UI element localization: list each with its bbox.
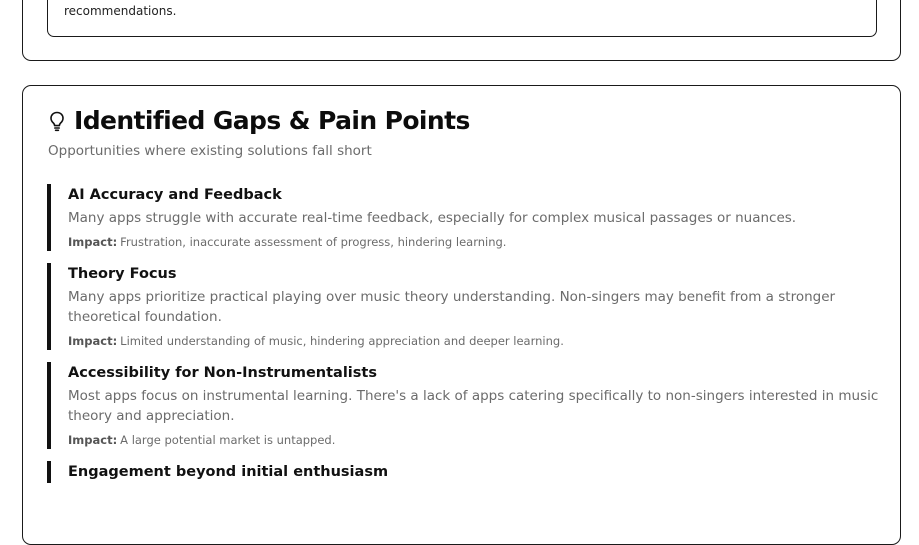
impact-text: A large potential market is untapped. xyxy=(120,433,336,447)
previous-section-inner-box xyxy=(47,0,877,37)
gap-item xyxy=(47,461,879,483)
lightbulb-icon xyxy=(48,110,66,132)
section-title: Identified Gaps & Pain Points xyxy=(74,106,470,135)
gap-title: Theory Focus xyxy=(68,266,177,282)
gap-list xyxy=(47,184,879,495)
gaps-section-card xyxy=(22,85,901,545)
impact-label: Impact: xyxy=(68,433,118,447)
gap-description: Many apps struggle with accurate real-time feedback, especially for complex musical passages or nuances. xyxy=(68,210,797,226)
gaps-section-header xyxy=(48,106,470,135)
impact-label: Impact: xyxy=(68,235,118,249)
gap-impact xyxy=(68,234,879,251)
previous-section-card xyxy=(22,0,901,61)
gap-impact xyxy=(68,432,879,449)
gap-title: Accessibility for Non-Instrumentalists xyxy=(68,365,377,381)
gap-title: Engagement beyond initial enthusiasm xyxy=(68,464,389,480)
gap-impact xyxy=(68,333,879,350)
impact-text: Frustration, inaccurate assessment of progress, hindering learning. xyxy=(120,235,507,249)
gap-description: Most apps focus on instrumental learning. There's a lack of apps catering specifically to non-singers interested in music theory and appreciation. xyxy=(68,388,879,424)
gap-description: Many apps prioritize practical playing over music theory understanding. Non-singers may benefit from a stronger theoretical foundation. xyxy=(68,289,836,325)
section-subtitle: Opportunities where existing solutions fall short xyxy=(48,143,372,159)
gap-item xyxy=(47,263,879,350)
gap-title: AI Accuracy and Feedback xyxy=(68,187,282,203)
gap-item xyxy=(47,184,879,251)
gap-item xyxy=(47,362,879,449)
impact-label: Impact: xyxy=(68,334,118,348)
impact-text: Limited understanding of music, hindering appreciation and deeper learning. xyxy=(120,334,564,348)
previous-section-text: recommendations. xyxy=(64,4,177,18)
